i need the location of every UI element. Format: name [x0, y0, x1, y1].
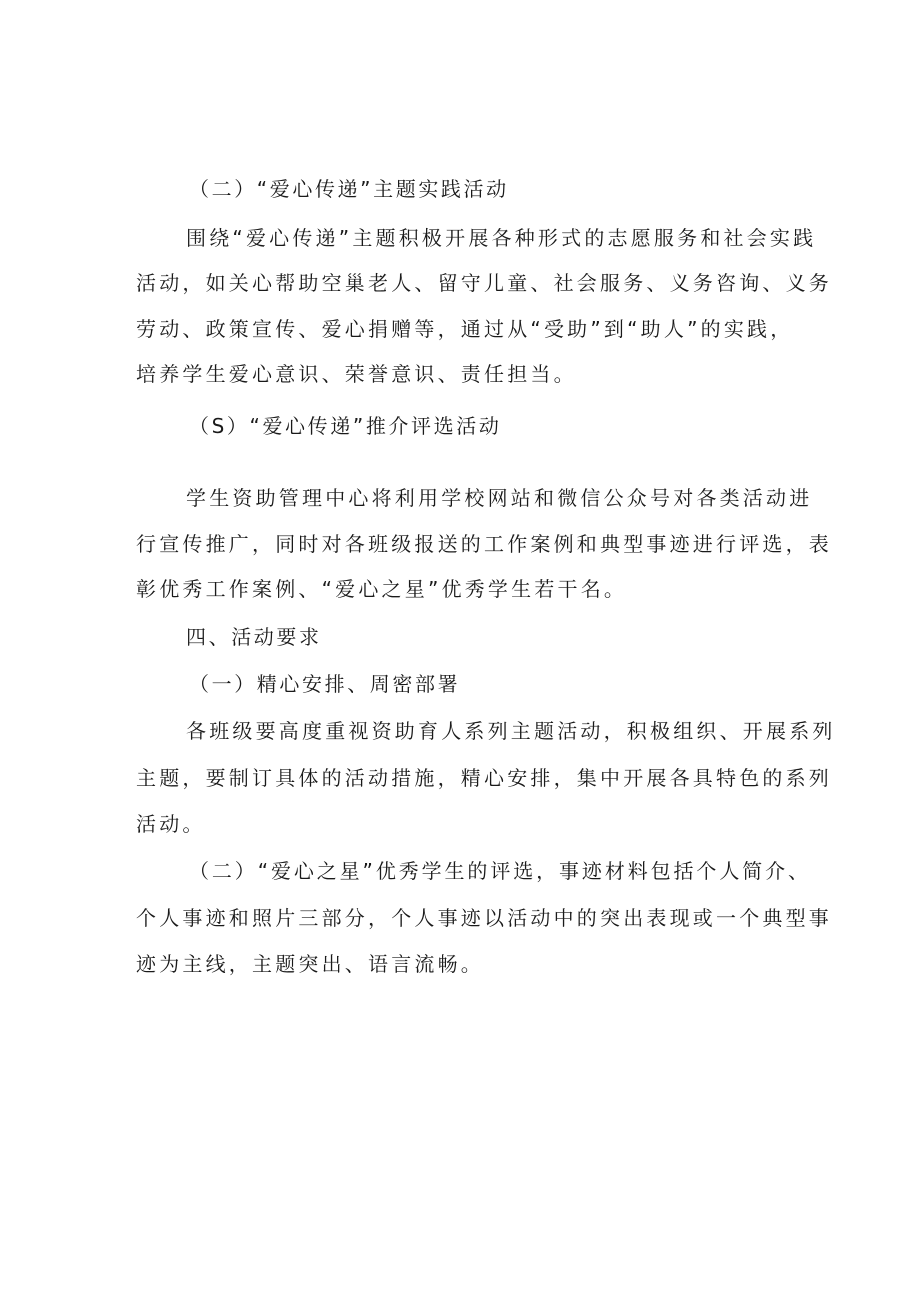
paragraph-line: 活动。	[136, 812, 206, 836]
paragraph-line: 劳动、政策宣传、爱心捐赠等，通过从“受助”到“助人”的实践，	[136, 317, 794, 341]
paragraph-line: 各班级要高度重视资助育人系列主题活动，积极组织、开展系列	[186, 719, 836, 743]
section-heading-activity-requirements: 四、活动要求	[186, 625, 322, 649]
paragraph-line: 活动，如关心帮助空巢老人、留守儿童、社会服务、义务咨询、义务	[136, 271, 832, 295]
section-heading-love-transfer-selection: （S）“爱心传递”推介评选活动	[189, 414, 502, 438]
paragraph-line: 彰优秀工作案例、“爱心之星”优秀学生若干名。	[136, 577, 628, 601]
section-heading-love-transfer-practice: （二）“爱心传递”主题实践活动	[189, 177, 509, 201]
paragraph-line: （二）“爱心之星”优秀学生的评选，事迹材料包括个人简介、	[189, 859, 811, 883]
section-heading-careful-arrangement: （一）精心安排、周密部署	[189, 672, 461, 696]
paragraph-line: 迹为主线，主题突出、语言流畅。	[136, 952, 484, 976]
paragraph-line: 培养学生爱心意识、荣誉意识、责任担当。	[136, 362, 577, 386]
paragraph-line: 主题，要制订具体的活动措施，精心安排，集中开展各具特色的系列	[136, 766, 832, 790]
paragraph-line: 行宣传推广，同时对各班级报送的工作案例和典型事迹进行评选，表	[136, 532, 832, 556]
paragraph-line: 围绕“爱心传递”主题积极开展各种形式的志愿服务和社会实践	[186, 226, 817, 250]
paragraph-line: 学生资助管理中心将利用学校网站和微信公众号对各类活动进	[186, 486, 813, 510]
paragraph-line: 个人事迹和照片三部分，个人事迹以活动中的突出表现或一个典型事	[136, 906, 832, 930]
